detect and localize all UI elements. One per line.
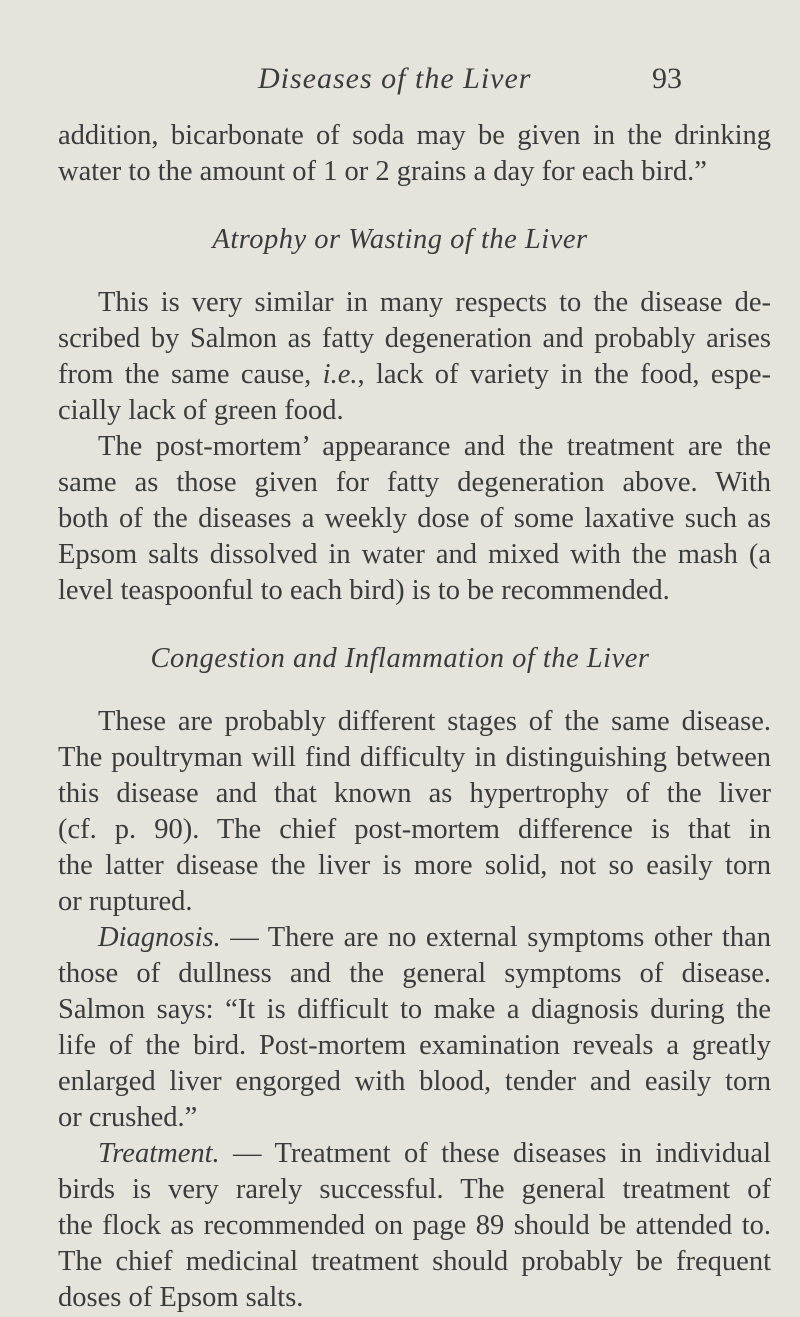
- text-line: birds is very rarely successful. The general treatment of: [58, 1174, 771, 1205]
- text-line: or crushed.”: [58, 1102, 198, 1133]
- text-line: or ruptured.: [58, 886, 193, 917]
- text-segment: , lack of variety in the food, espe-: [357, 359, 771, 390]
- text-line: same as those given for fatty degeneration above. With: [58, 467, 771, 498]
- treatment-label: Treatment.: [98, 1138, 220, 1169]
- text-line: (cf. p. 90). The chief post-mortem difference is that in: [58, 814, 771, 845]
- text-segment: — There are no external symptoms other than: [220, 922, 771, 953]
- section-heading-congestion: Congestion and Inflammation of the Liver: [150, 643, 650, 674]
- text-segment: from the same cause,: [58, 359, 323, 390]
- text-line: those of dullness and the general symptoms of disease.: [58, 958, 771, 989]
- text-line: Epsom salts dissolved in water and mixed with the mash (a: [58, 539, 771, 570]
- text-line: scribed by Salmon as fatty degeneration and probably arises: [58, 323, 771, 354]
- diagnosis-label: Diagnosis.: [98, 922, 221, 953]
- text-line: enlarged liver engorged with blood, tender and easily torn: [58, 1066, 771, 1097]
- text-line: The chief medicinal treatment should probably be frequent: [58, 1246, 771, 1277]
- page-number: 93: [652, 62, 682, 95]
- text-line: the latter disease the liver is more solid, not so easily torn: [58, 850, 771, 881]
- text-segment: — Treatment of these diseases in individual: [219, 1138, 771, 1169]
- text-line: [98, 1136, 771, 1172]
- text-line: addition, bicarbonate of soda may be given in the drinking: [58, 120, 771, 151]
- text-line: This is very similar in many respects to the disease de-: [98, 287, 771, 318]
- running-title: Diseases of the Liver: [258, 62, 532, 95]
- text-line: These are probably different stages of the same disease.: [98, 706, 771, 737]
- text-line: the flock as recommended on page 89 should be attended to.: [58, 1210, 771, 1241]
- text-line: this disease and that known as hypertrophy of the liver: [58, 778, 771, 809]
- text-segment-italic: i.e.: [322, 359, 358, 390]
- text-line: both of the diseases a weekly dose of some laxative such as: [58, 503, 771, 534]
- text-line: life of the bird. Post-mortem examination reveals a greatly: [58, 1030, 771, 1061]
- text-line: [98, 920, 771, 956]
- text-line: The post-mortem’ appearance and the treatment are the: [98, 431, 771, 462]
- text-line: The poultryman will find difficulty in distinguishing between: [58, 742, 771, 773]
- text-line: doses of Epsom salts.: [58, 1282, 304, 1313]
- section-heading-atrophy: Atrophy or Wasting of the Liver: [212, 224, 588, 255]
- text-line: level teaspoonful to each bird) is to be recommended.: [58, 575, 670, 606]
- text-line: water to the amount of 1 or 2 grains a day for each bird.”: [58, 156, 707, 187]
- page-header: [0, 62, 800, 102]
- text-line: Salmon says: “It is difficult to make a diagnosis during the: [58, 994, 771, 1025]
- text-line: [58, 357, 771, 393]
- text-line: cially lack of green food.: [58, 395, 344, 426]
